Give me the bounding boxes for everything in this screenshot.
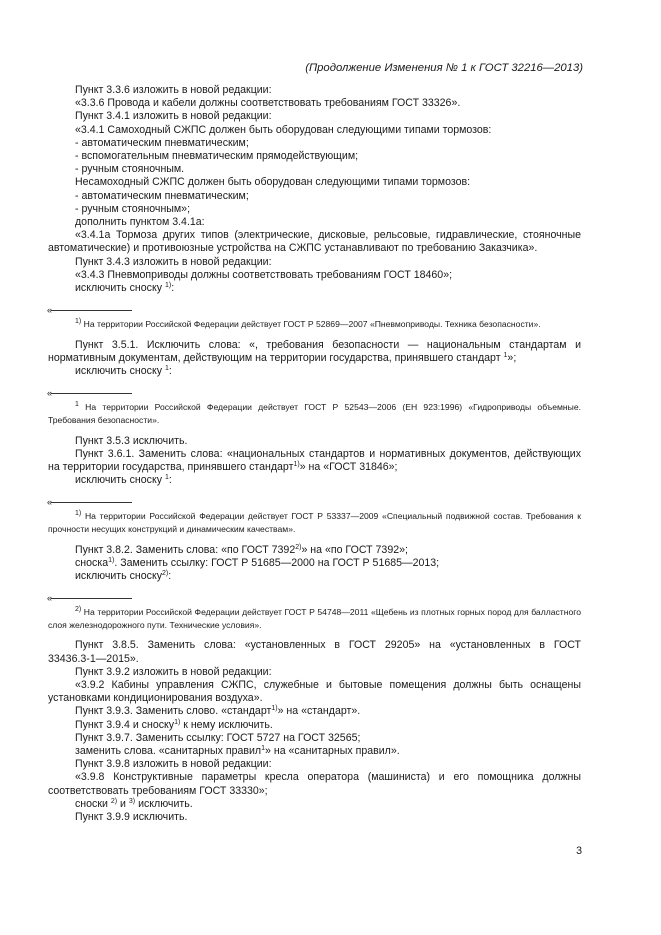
paragraph: «3.3.6 Провода и кабели должны соответствовать требованиям ГОСТ 33326». [75,97,461,110]
footnote-ref: 1 [503,352,508,360]
paragraph-398 [48,771,581,797]
paragraph-382 [75,544,581,557]
paragraph: Пункт 3.9.9 исключить. [75,811,188,824]
text: Пункт 3.9.4 и сноску [75,718,175,731]
list-item: - ручным стояночным»; [75,202,191,215]
footnote-ref: 1 [164,365,169,373]
paragraph-341a [48,229,581,255]
footnote-text: На территории Российской Федерации действует ГОСТ Р 54748—2011 «Щебень из плотных горных пород для балластного слоя железнодорожного пути. Технические условия». [48,607,581,630]
paragraph-385 [48,639,581,665]
footnote-mark: 2) [75,606,82,614]
text: заменить слова. «санитарных правил [75,745,262,758]
footnote-rule [51,598,132,599]
paragraph-351 [48,338,581,365]
footnote-text: На территории Российской Федерации действует ГОСТ Р 53337—2009 «Специальный подвижной состав. Требования к прочности несущих конструкций и динамическим качествам». [48,511,581,535]
paragraph: дополнить пунктом 3.4.1а: [75,216,205,229]
footnote-separator [47,593,581,606]
page-body [47,84,581,824]
list-item: - вспомогательным пневматическим прямодействующим; [75,150,359,163]
footnote-separator [47,497,581,510]
footnote-mark: 1 [75,401,79,409]
text: Пункт 3.6.1. Заменить слова: «национальных стандартов и нормативных документов, действующих на территории государства, принявшего стандарт [48,447,581,474]
footnote-3 [48,510,581,535]
list-item: - автоматическим пневматическим; [75,136,249,149]
quote-mark: « [47,497,53,508]
text: Пункт 3.9.3. Заменить слово. «стандарт [75,705,272,718]
text: сноска [75,556,109,569]
running-header: (Продолжение Изменения № 1 к ГОСТ 32216—2013) [305,62,583,74]
remove-footnote-1 [75,282,581,295]
text: » на «стандарт». [277,705,361,718]
footnote-ref: 1 [261,745,266,753]
paragraph-398-text: «3.9.8 Конструктивные параметры кресла оператора (машиниста) и его помощника должны соответствовать требованиям ГОСТ 33330»; [48,771,581,797]
quote-mark: « [47,593,53,604]
footnote-mark: 1) [75,510,82,518]
text: исключить сноску [75,365,165,378]
text: : [168,365,172,378]
list-item: - автоматическим пневматическим; [75,189,249,202]
footnote-ref: 1) [164,282,172,290]
paragraph-385-text: Пункт 3.8.5. Заменить слова: «установленных в ГОСТ 29205» на «установленных в ГОСТ 33436.3-1—2015». [48,639,581,665]
footnote-rule [51,393,132,394]
paragraph-361 [48,447,581,474]
paragraph: Пункт 3.4.3 изложить в новой редакции: [75,255,272,268]
paragraph: Пункт 3.4.1 изложить в новой редакции: [75,110,272,123]
text: » на «по ГОСТ 7392»; [301,543,408,556]
paragraph-392 [48,679,581,705]
text: и [117,797,129,810]
footnote-ref: 1) [108,556,115,564]
paragraph: Несамоходный СЖПС должен быть оборудован следующими типами тормозов: [75,176,471,189]
quote-mark: « [47,305,53,316]
text: Пункт 3.8.2. Заменить слова: «по ГОСТ 7392 [75,543,296,556]
remove-footnote-3 [75,474,581,487]
footnote-ref: 1) [293,461,300,469]
footnote-1 [48,318,581,331]
footnote-ref: 1 [164,474,169,482]
paragraph-398-fn [75,798,581,811]
paragraph: Пункт 3.5.3 исключить. [75,434,188,447]
paragraph: Пункт 3.9.2 изложить в новой редакции: [75,665,272,678]
footnote-ref: 2) [110,797,118,805]
paragraph-393 [75,705,581,718]
text: : [171,282,175,295]
footnote-rule [51,502,132,503]
paragraph-351-text [48,339,581,365]
text: исключить сноску [75,474,165,487]
paragraph-341a-text: «3.4.1а Тормоза других типов (электрические, дисковые, рельсовые, гидравлические, стояночные автоматические) и противоюзные устройства на СЖПС устанавливают по требованию Заказчика». [48,229,581,255]
footnote-ref: 3) [128,797,136,805]
paragraph-394 [75,719,581,732]
footnote-ref: 1) [174,718,181,726]
text: сноски [75,797,111,810]
footnote-text: На территории Российской Федерации действует ГОСТ Р 52869—2007 «Пневмоприводы. Техника безопасности». [81,319,541,330]
text: исключить сноску [75,282,165,295]
text: »; [507,352,517,365]
text: Пункт 3.5.1. Исключить слова: «, требования безопасности — национальным стандартам и нормативным документам, действующим на территории государства, принявшего стандарт [48,338,581,365]
footnote-rule [51,310,132,311]
paragraph-361-text [48,448,581,474]
footnote-separator [47,388,581,401]
text: » на «ГОСТ 31846»; [299,461,398,474]
paragraph: Пункт 3.9.8 изложить в новой редакции: [75,758,272,771]
footnote-ref: 2) [295,543,302,551]
text: » на «санитарных правил». [265,745,400,758]
footnote-mark: 1) [75,318,82,326]
quote-mark: « [47,388,53,399]
paragraph: «3.4.1 Самоходный СЖПС должен быть оборудован следующими типами тормозов: [75,123,492,136]
paragraph-397-2 [75,745,581,758]
paragraph: «3.4.3 Пневмоприводы должны соответствовать требованиям ГОСТ 18460»; [75,268,453,281]
text: исключить. [135,797,193,810]
page-number: 3 [576,845,582,857]
paragraph-382-2 [75,557,581,570]
remove-footnote-4 [75,570,581,583]
remove-footnote-2 [75,365,581,378]
footnote-separator [47,305,581,318]
text: к нему исключить. [180,718,273,731]
text: исключить сноску [75,570,163,583]
paragraph: Пункт 3.3.6 изложить в новой редакции: [75,84,272,96]
text: : [168,570,172,583]
text: . Заменить ссылку: ГОСТ Р 51685—2000 на ГОСТ Р 51685—2013; [114,556,440,569]
footnote-ref: 1) [271,705,278,713]
paragraph: Пункт 3.9.7. Заменить ссылку: ГОСТ 5727 на ГОСТ 32565; [75,731,361,744]
footnote-4 [48,606,581,631]
text: : [168,474,172,487]
paragraph-392-text: «3.9.2 Кабины управления СЖПС, служебные и бытовые помещения должны быть оснащены установками кондиционирования воздуха». [48,679,581,705]
list-item: - ручным стояночным. [75,163,185,176]
footnote-ref: 2) [162,570,169,578]
footnote-text: На территории Российской Федерации действует ГОСТ Р 52543—2006 (ЕН 923:1996) «Гидроприводы объемные. Требования безопасности». [48,402,581,426]
footnote-2 [48,401,581,426]
